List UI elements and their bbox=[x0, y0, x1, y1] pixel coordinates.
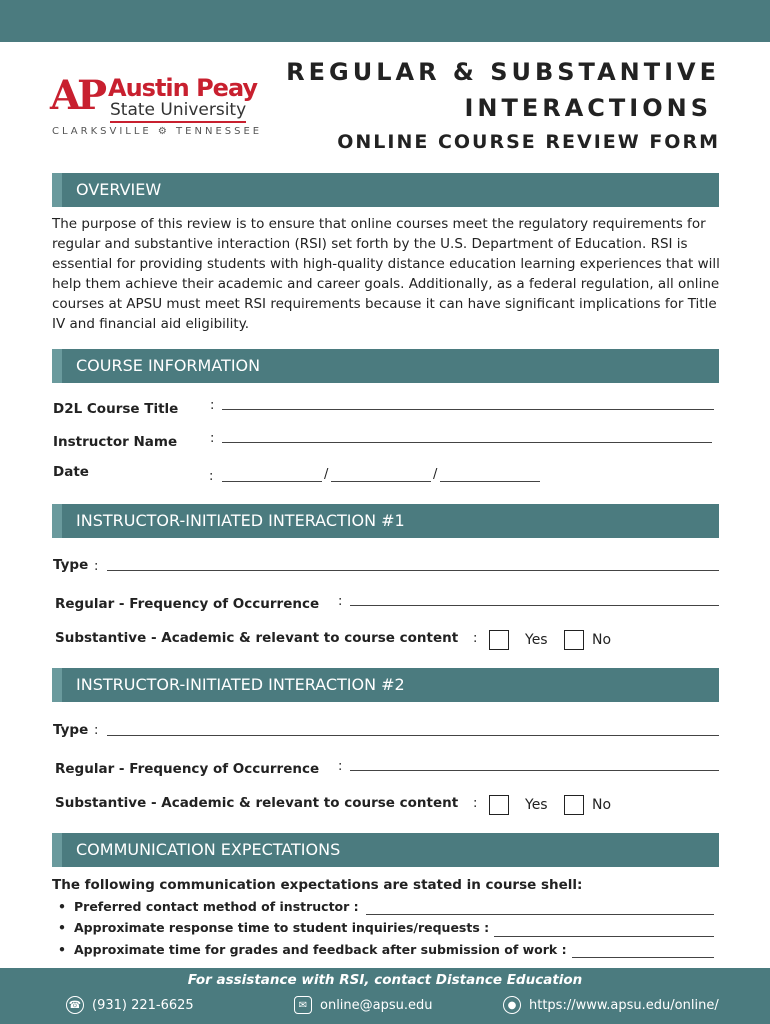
email-text: online@apsu.edu bbox=[320, 997, 433, 1013]
globe-icon: ● bbox=[503, 996, 521, 1014]
date-month-field[interactable] bbox=[222, 481, 322, 482]
interaction2-regular-field[interactable] bbox=[350, 770, 719, 771]
overview-header bbox=[52, 173, 719, 207]
website-text: https://www.apsu.edu/online/ bbox=[529, 997, 719, 1013]
list-item: • Approximate time for grades and feedback after submission of work : bbox=[58, 942, 567, 957]
yes-label: Yes bbox=[525, 797, 548, 813]
footer-email[interactable] bbox=[294, 996, 433, 1014]
section-heading: INSTRUCTOR-INITIATED INTERACTION #2 bbox=[76, 675, 405, 694]
phone-text: (931) 221-6625 bbox=[92, 997, 194, 1013]
no-label: No bbox=[592, 797, 612, 813]
colon: : bbox=[338, 759, 343, 774]
substantive-label: Substantive - Academic & relevant to course content bbox=[55, 630, 459, 646]
colon: : bbox=[210, 398, 215, 413]
substantive-label: Substantive - Academic & relevant to course content bbox=[55, 795, 459, 811]
no-label: No bbox=[592, 632, 612, 648]
colon: : bbox=[94, 723, 99, 738]
email-icon: ✉ bbox=[294, 996, 312, 1014]
colon: : bbox=[338, 594, 343, 609]
colon: : bbox=[473, 796, 478, 811]
yes-label: Yes bbox=[525, 632, 548, 648]
course-info-header bbox=[52, 349, 719, 383]
section-heading: COURSE INFORMATION bbox=[76, 356, 261, 375]
yes-checkbox[interactable] bbox=[489, 795, 509, 815]
date-year-field[interactable] bbox=[440, 481, 540, 482]
response-time-field[interactable] bbox=[494, 936, 714, 937]
course-title-label: D2L Course Title bbox=[53, 401, 179, 417]
footer-website[interactable] bbox=[503, 996, 719, 1014]
footer bbox=[0, 968, 770, 1024]
section-heading: INSTRUCTOR-INITIATED INTERACTION #1 bbox=[76, 511, 405, 530]
date-separator: / bbox=[433, 467, 438, 482]
phone-icon: ☎ bbox=[66, 996, 84, 1014]
instructor-name-label: Instructor Name bbox=[53, 434, 178, 450]
colon: : bbox=[209, 469, 214, 484]
page-subtitle: ONLINE COURSE REVIEW FORM bbox=[337, 131, 720, 153]
interaction2-header bbox=[52, 668, 719, 702]
logo-mark: AP bbox=[50, 72, 104, 119]
no-checkbox[interactable] bbox=[564, 795, 584, 815]
section-heading: OVERVIEW bbox=[76, 180, 162, 199]
section-heading: COMMUNICATION EXPECTATIONS bbox=[76, 840, 341, 859]
communication-header bbox=[52, 833, 719, 867]
footer-phone[interactable] bbox=[66, 996, 194, 1014]
colon: : bbox=[210, 431, 215, 446]
list-item: • Preferred contact method of instructor : bbox=[58, 899, 359, 914]
list-item: • Approximate response time to student inquiries/requests : bbox=[58, 920, 489, 935]
regular-label: Regular - Frequency of Occurrence bbox=[55, 761, 320, 777]
date-day-field[interactable] bbox=[331, 481, 431, 482]
interaction2-type-field[interactable] bbox=[107, 735, 719, 736]
contact-method-field[interactable] bbox=[366, 914, 714, 915]
no-checkbox[interactable] bbox=[564, 630, 584, 650]
interaction1-header bbox=[52, 504, 719, 538]
type-label: Type bbox=[53, 557, 89, 573]
logo-place: CLARKSVILLE ⚙ TENNESSEE bbox=[52, 126, 263, 137]
grading-time-field[interactable] bbox=[572, 957, 714, 958]
interaction1-type-field[interactable] bbox=[107, 570, 719, 571]
date-label: Date bbox=[53, 464, 89, 480]
interaction1-regular-field[interactable] bbox=[350, 605, 719, 606]
page-title-line2: INTERACTIONS bbox=[464, 94, 712, 122]
overview-text: The purpose of this review is to ensure that online courses meet the regulatory requirements for regular and substantive interaction (RSI) set forth by the U.S. Department of Education. RSI is essential for providing students with high-quality distance education learning experiences that will help them achieve their academic and career goals. Additionally, as a federal regulation, all online courses at APSU must meet RSI requirements because it can have significant implications for Title IV and financial aid eligibility. bbox=[52, 216, 720, 332]
footer-heading: For assistance with RSI, contact Distance Education bbox=[187, 972, 583, 988]
date-separator: / bbox=[324, 467, 329, 482]
instructor-name-field[interactable] bbox=[222, 442, 712, 443]
regular-label: Regular - Frequency of Occurrence bbox=[55, 596, 320, 612]
colon: : bbox=[94, 559, 99, 574]
top-bar bbox=[0, 0, 770, 42]
course-title-field[interactable] bbox=[222, 409, 714, 410]
logo-subtitle: State University bbox=[110, 100, 246, 123]
communication-intro: The following communication expectations are stated in course shell: bbox=[52, 877, 583, 893]
type-label: Type bbox=[53, 722, 89, 738]
page-title-line1: REGULAR & SUBSTANTIVE bbox=[286, 58, 720, 86]
colon: : bbox=[473, 631, 478, 646]
logo-name: Austin Peay bbox=[108, 74, 258, 102]
apsu-logo bbox=[50, 74, 265, 144]
yes-checkbox[interactable] bbox=[489, 630, 509, 650]
